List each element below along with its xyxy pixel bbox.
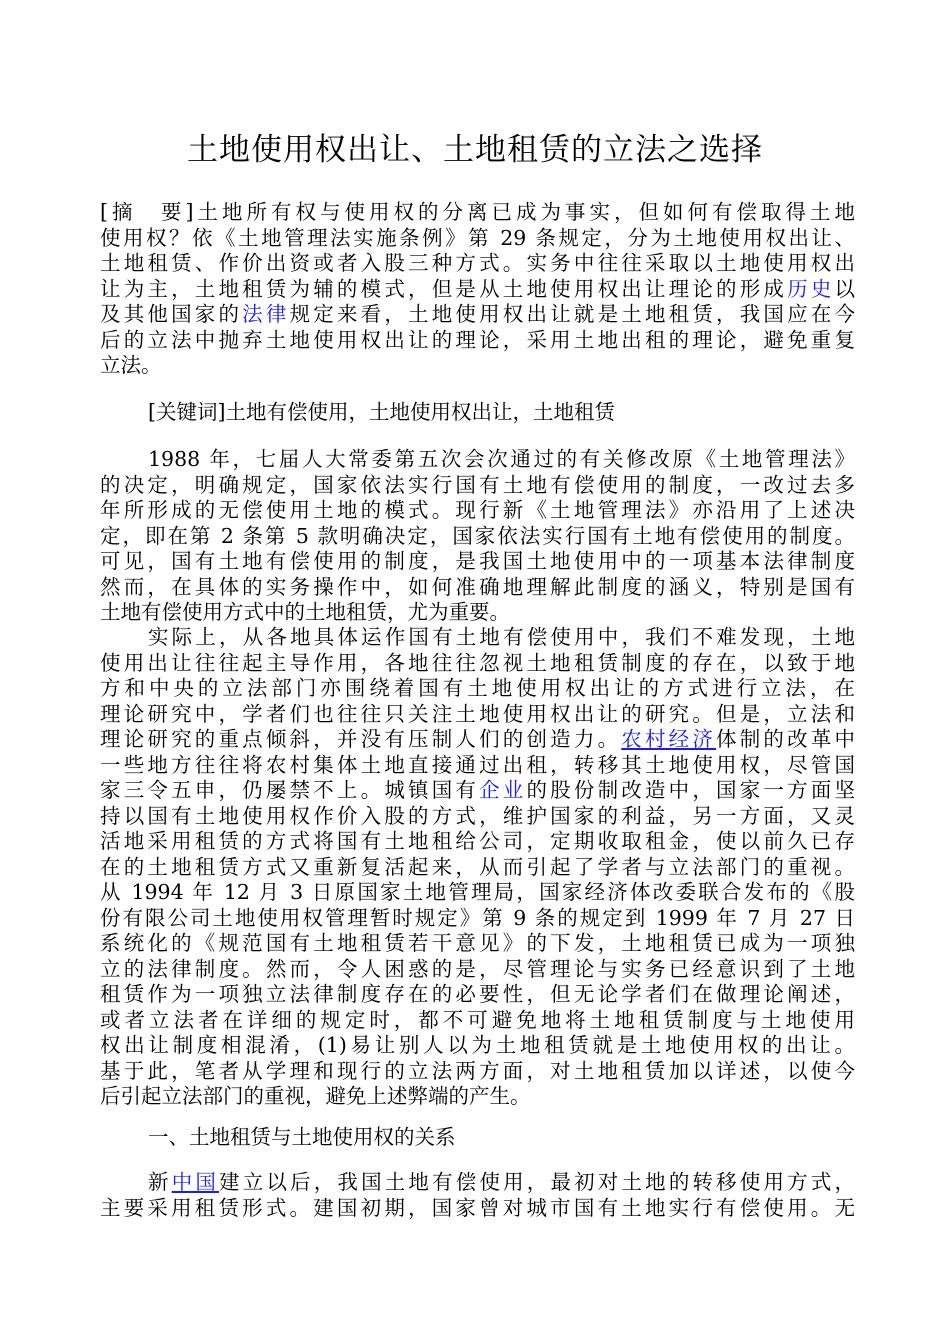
history-link[interactable]: 历史 xyxy=(787,276,835,301)
law-link[interactable]: 法律 xyxy=(242,302,290,326)
abstract-text: 以 xyxy=(834,276,856,301)
abstract-line: 使用权？依《土地管理法实施条例》第 29 条规定，分为土地使用权出让、 xyxy=(100,225,855,250)
body-paragraph xyxy=(100,447,855,626)
paragraph-line: 主要采用租赁形式。建国初期，国家曾对城市国有土地实行有偿使用。无 xyxy=(100,1195,855,1220)
paragraph-text: 的股份制改造中，国家一方面坚 xyxy=(526,778,856,802)
china-link[interactable]: 中国 xyxy=(171,1170,220,1194)
abstract-line: 土地租赁、作价出资或者入股三种方式。实务中往往采取以土地使用权出 xyxy=(100,251,855,275)
abstract-text: 及其他国家的 xyxy=(100,302,243,326)
paragraph-line: 从 1994 年 12 月 3 日原国家土地管理局，国家经济体改委联合发布的《股 xyxy=(100,880,855,904)
paragraph-line: 基于此，笔者从学理和现行的立法两方面，对土地租赁加以详述，以使今 xyxy=(100,1058,855,1083)
abstract-line: 立法。 xyxy=(100,353,162,377)
paragraph-line: 理论研究中，学者们也往往只关注土地使用权出让的研究。但是，立法和 xyxy=(100,701,855,726)
paragraph-text: 理论研究的重点倾斜，并没有压制人们的创造力。 xyxy=(100,727,622,751)
paragraph-line: 立的法律制度。然而，令人困惑的是，尽管理论与实务已经意识到了土地 xyxy=(100,956,855,981)
paragraph-line: 系统化的《规范国有土地租赁若干意见》的下发，土地租赁已成为一项独 xyxy=(100,931,855,955)
paragraph-line: 权出让制度相混淆，(1)易让别人以为土地租赁就是土地使用权的出让。 xyxy=(100,1033,855,1057)
paragraph-line xyxy=(100,778,855,804)
abstract-line xyxy=(100,302,855,328)
paragraph-text: 新 xyxy=(148,1170,172,1194)
paragraph-line: 或者立法者在详细的规定时，都不可避免地将土地租赁制度与土地使用 xyxy=(100,1007,855,1032)
paragraph-line: 租赁作为一项独立法律制度存在的必要性，但无论学者们在做理论阐述， xyxy=(100,982,855,1006)
keywords-paragraph xyxy=(100,400,855,426)
paragraph-line xyxy=(100,1170,855,1196)
paragraph-line xyxy=(100,727,855,753)
paragraph-line: 方和中央的立法部门亦围绕着国有土地使用权出让的方式进行立法，在 xyxy=(100,676,855,700)
paragraph-line: 1988 年，七届人大常委第五次会次通过的有关修改原《土地管理法》 xyxy=(148,447,855,471)
paragraph-text: 家三令五申，仍屡禁不上。城镇国有 xyxy=(100,778,480,802)
paragraph-line: 年所形成的无偿使用土地的模式。现行新《土地管理法》亦沿用了上述决 xyxy=(100,498,855,522)
paragraph-text: 建立以后，我国土地有偿使用，最初对土地的转移使用方式， xyxy=(219,1170,856,1194)
paragraph-line: 定，即在第 2 条第 5 款明确决定，国家依法实行国有土地有偿使用的制度。 xyxy=(100,523,855,548)
paragraph-line: 一些地方往往将农村集体土地直接通过出租，转移其土地使用权，尽管国 xyxy=(100,752,855,777)
abstract-text: 规定来看，土地使用权出让就是土地租赁，我国应在今 xyxy=(289,302,856,326)
abstract-paragraph xyxy=(100,200,855,379)
abstract-text: 让为主，土地租赁为辅的模式，但是从土地使用权出让理论的形成 xyxy=(100,276,788,301)
keywords-line: [关键词]土地有偿使用，土地使用权出让，土地租赁 xyxy=(148,400,615,424)
paragraph-line: 可见，国有土地有偿使用的制度，是我国土地使用中的一项基本法律制度 xyxy=(100,549,855,573)
page-title: 土地使用权出让、土地租赁的立法之选择 xyxy=(187,132,763,168)
body-paragraph xyxy=(100,1170,855,1221)
paragraph-line: 土地有偿使用方式中的土地租赁，尤为重要。 xyxy=(100,600,510,624)
section-heading-text: 一、土地租赁与土地使用权的关系 xyxy=(148,1125,456,1149)
abstract-line xyxy=(100,277,855,303)
paragraph-line: 然而，在具体的实务操作中，如何准确地理解此制度的涵义，特别是国有 xyxy=(100,574,855,599)
paragraph-text: 体制的改革中 xyxy=(716,727,856,751)
section-heading xyxy=(100,1125,855,1151)
paragraph-line: 实际上，从各地具体运作国有土地有偿使用中，我们不难发现，土地 xyxy=(148,625,855,649)
paragraph-line: 活地采用租赁的方式将国有土地租给公司，定期收取租金，使以前久已存 xyxy=(100,829,855,853)
enterprise-link[interactable]: 企业 xyxy=(479,778,527,802)
paragraph-line: 后引起立法部门的重视，避免上述弊端的产生。 xyxy=(100,1084,531,1108)
rural-economy-link[interactable]: 农村经济 xyxy=(621,727,717,751)
paragraph-line: 持以国有土地使用权作价入股的方式，维护国家的利益，另一方面，又灵 xyxy=(100,803,855,828)
abstract-line: [摘 要]土地所有权与使用权的分离已成为事实，但如何有偿取得土地 xyxy=(100,200,855,224)
abstract-line: 后的立法中抛弃土地使用权出让的理论，采用土地出租的理论，避免重复 xyxy=(100,327,855,352)
paragraph-line: 在的土地租赁方式又重新复活起来，从而引起了学者与立法部门的重视。 xyxy=(100,854,855,879)
paragraph-line: 份有限公司土地使用权管理暂时规定》第 9 条的规定到 1999 年 7 月 27 日 xyxy=(100,905,855,930)
paragraph-line: 使用出让往往起主导作用，各地往往忽视土地租赁制度的存在，以致于地 xyxy=(100,650,855,675)
body-paragraph xyxy=(100,625,855,1110)
paragraph-line: 的决定，明确规定，国家依法实行国有土地有偿使用的制度，一改过去多 xyxy=(100,472,855,497)
